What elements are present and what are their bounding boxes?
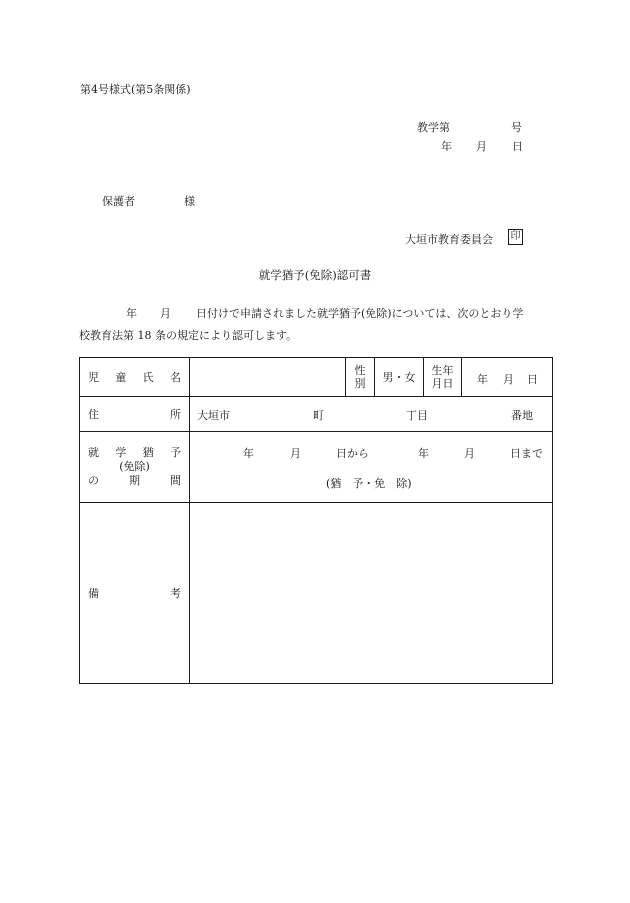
period-label-exemption: (免除) bbox=[119, 460, 150, 473]
body-month: 月 bbox=[160, 307, 171, 320]
remarks-row bbox=[80, 503, 553, 684]
birth-date-label bbox=[424, 358, 462, 397]
addressee-label: 保護者 bbox=[102, 195, 135, 208]
permit-table bbox=[79, 357, 553, 684]
child-name-row bbox=[80, 358, 553, 397]
label-char: 童 bbox=[115, 371, 127, 384]
address-chome: 丁目 bbox=[406, 409, 428, 422]
document-title: 就学猶予(免除)認可書 bbox=[258, 268, 372, 282]
form-number: 第4号様式(第5条関係) bbox=[80, 83, 191, 96]
seal-mark: 印 bbox=[508, 229, 523, 245]
doc-number-suffix: 号 bbox=[511, 121, 522, 134]
to-year: 年 bbox=[418, 447, 429, 460]
birth-year: 年 bbox=[477, 373, 488, 386]
address-field[interactable] bbox=[190, 397, 553, 432]
issue-date-month: 月 bbox=[476, 140, 487, 153]
address-row bbox=[80, 397, 553, 432]
issuer-name: 大垣市教育委員会 bbox=[405, 233, 493, 246]
label-char: 考 bbox=[170, 587, 181, 600]
gender-label bbox=[346, 358, 375, 397]
label-char: 期 bbox=[129, 474, 140, 487]
period-label bbox=[80, 432, 190, 503]
addressee bbox=[102, 193, 195, 209]
body-line2: 校教育法第 18 条の規定により認可します。 bbox=[79, 329, 298, 342]
address-banchi: 番地 bbox=[511, 409, 533, 422]
to-month: 月 bbox=[464, 447, 475, 460]
addressee-honorific: 様 bbox=[184, 195, 195, 208]
label-char: の bbox=[88, 474, 99, 487]
label-char: 氏 bbox=[142, 371, 154, 384]
child-name-label bbox=[80, 358, 190, 397]
label-char: 予 bbox=[169, 446, 181, 459]
label-char: 所 bbox=[170, 408, 181, 421]
label-char: 間 bbox=[170, 474, 181, 487]
from-month: 月 bbox=[290, 447, 301, 460]
child-name-field[interactable] bbox=[190, 358, 346, 397]
label-char: 住 bbox=[88, 408, 99, 421]
birth-month: 月 bbox=[503, 373, 514, 386]
body-year: 年 bbox=[126, 307, 137, 320]
label-char: 名 bbox=[169, 371, 181, 384]
issuer bbox=[405, 231, 521, 247]
gender-options[interactable]: 男・女 bbox=[375, 358, 424, 397]
issue-date-day: 日 bbox=[512, 140, 523, 153]
period-type-options[interactable]: (猶 予・免 除) bbox=[326, 477, 412, 490]
address-label bbox=[80, 397, 190, 432]
to-day: 日まで bbox=[510, 447, 543, 460]
birth-day: 日 bbox=[527, 373, 538, 386]
body-line1-rest: 日付けで申請されました就学猶予(免除)については、次のとおり学 bbox=[196, 307, 524, 320]
from-day: 日から bbox=[336, 447, 369, 460]
from-year: 年 bbox=[243, 447, 254, 460]
gender-label-text: 性別 bbox=[354, 364, 366, 390]
label-char: 猶 bbox=[142, 446, 154, 459]
issue-date-year: 年 bbox=[441, 140, 452, 153]
remarks-field[interactable] bbox=[190, 503, 553, 684]
period-field[interactable] bbox=[190, 432, 553, 503]
birth-label-text: 生年月日 bbox=[431, 364, 454, 390]
period-row bbox=[80, 432, 553, 503]
label-char: 児 bbox=[88, 371, 99, 384]
address-town: 町 bbox=[313, 409, 324, 422]
address-city: 大垣市 bbox=[197, 409, 230, 422]
label-char: 備 bbox=[88, 587, 99, 600]
doc-number-label: 教学第 bbox=[417, 121, 450, 134]
body-text bbox=[79, 303, 551, 347]
label-char: 学 bbox=[115, 446, 127, 459]
remarks-label bbox=[80, 503, 190, 684]
birth-date-field[interactable] bbox=[462, 358, 553, 397]
label-char: 就 bbox=[88, 446, 99, 459]
